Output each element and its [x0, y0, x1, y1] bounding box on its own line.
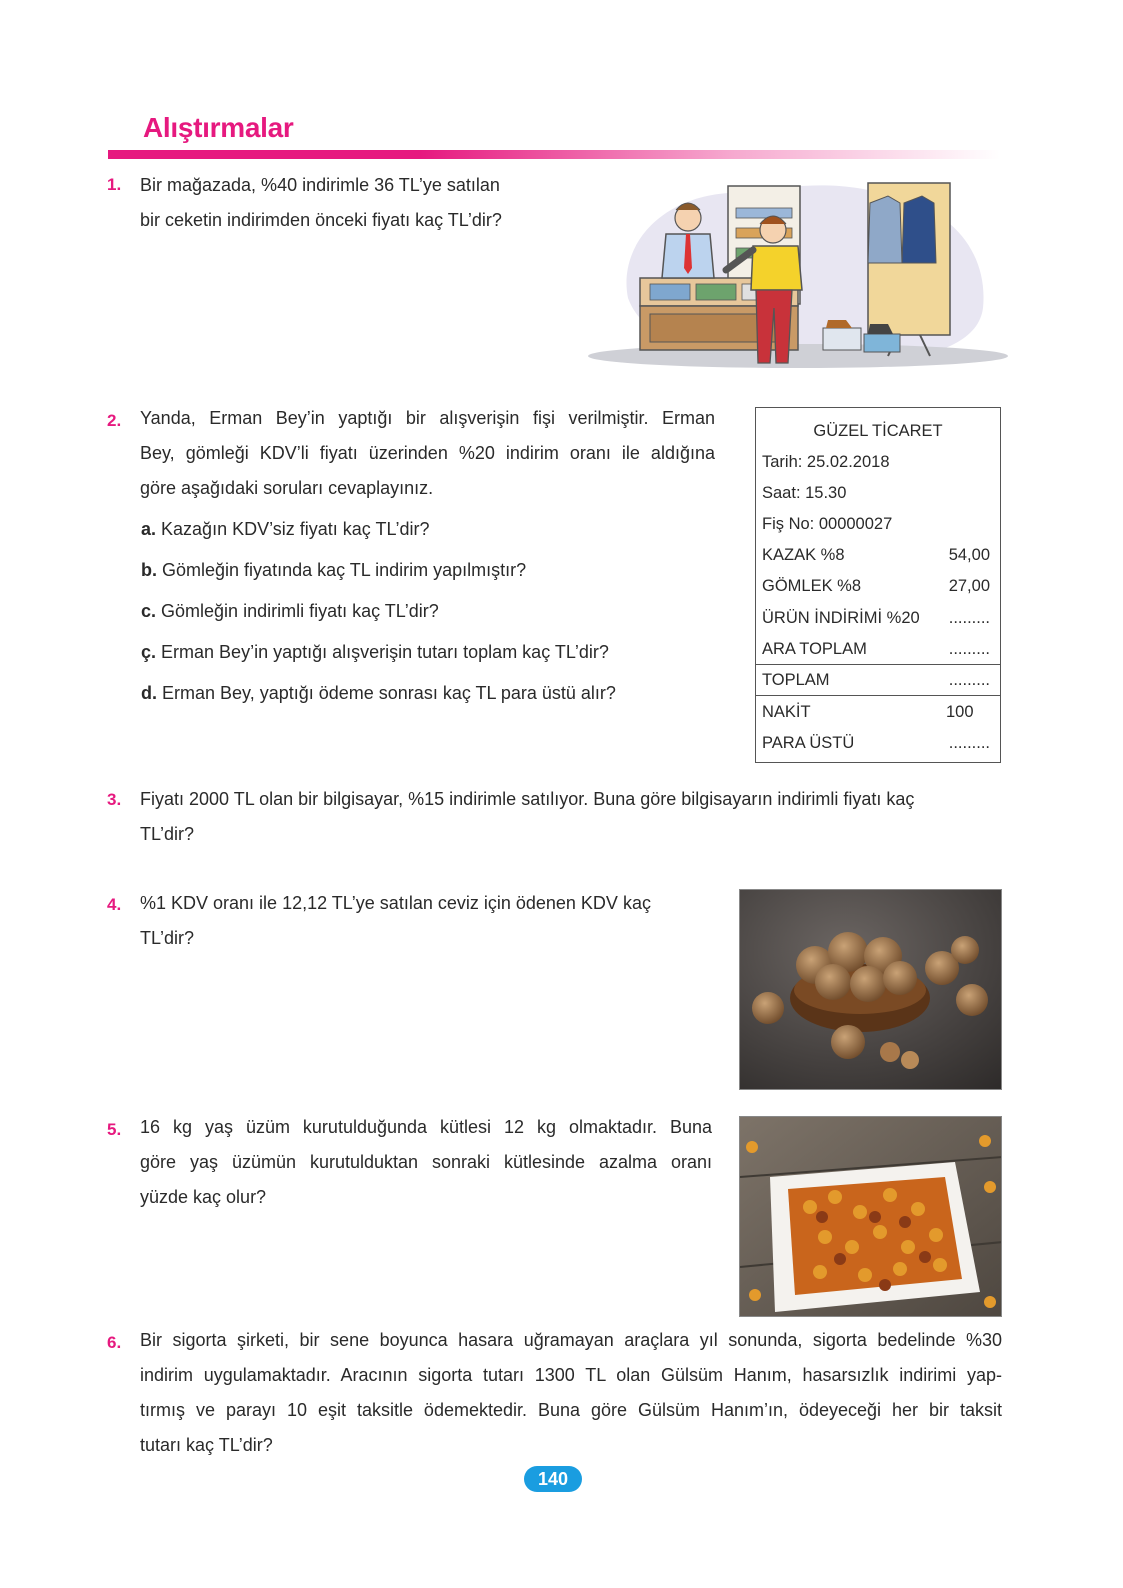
title-underline — [108, 150, 1000, 159]
clothing-store-illustration — [588, 178, 1008, 383]
walnuts-image — [740, 890, 1002, 1090]
receipt-line — [762, 671, 990, 695]
question-line: TL’dir? — [140, 824, 195, 844]
question-line: Yanda, Erman Bey’in yaptığı bir alışverişin fişi verilmiştir. Erman — [140, 408, 715, 428]
receipt-item-label: TOPLAM — [762, 671, 830, 689]
page-number: 140 — [524, 1466, 582, 1492]
receipt-date: Tarih: 25.02.2018 — [762, 453, 890, 471]
receipt-item-label: ÜRÜN İNDİRİMİ %20 — [762, 609, 920, 627]
receipt-line — [762, 609, 990, 633]
question-2-text — [140, 401, 715, 506]
receipt-number: Fiş No: 00000027 — [762, 515, 893, 533]
subquestion-text: Erman Bey’in yaptığı alışverişin tutarı toplam kaç TL’dir? — [161, 642, 609, 662]
subquestion-text: Gömleğin indirimli fiyatı kaç TL’dir? — [161, 601, 439, 621]
subquestion-label: a. — [141, 519, 157, 539]
receipt-divider — [756, 695, 1000, 696]
question-line: Fiyatı 2000 TL olan bir bilgisayar, %15 indirimle satılıyor. Buna göre bilgisayarın indirimli fiyatı kaç — [140, 789, 915, 809]
subquestion-label: c. — [141, 601, 157, 621]
receipt-divider — [756, 664, 1000, 665]
walnuts-photo — [739, 889, 1002, 1090]
subquestion-text: Gömleğin fiyatında kaç TL indirim yapılmıştır? — [162, 560, 527, 580]
question-line: Bey, gömleği KDV’li fiyatı üzerinden %20 indirim oranı ile aldığına — [140, 443, 715, 463]
receipt-line — [762, 703, 990, 727]
subquestion-cc — [141, 640, 609, 664]
question-4-text — [140, 886, 720, 956]
question-line: Bir sigorta şirketi, bir sene boyunca hasara uğramayan araçlara yıl sonunda, sigorta bedelinde %30 — [140, 1330, 1002, 1350]
question-6-text — [140, 1323, 1002, 1463]
question-1-text — [140, 168, 560, 238]
subquestion-c — [141, 599, 439, 623]
question-line: bir ceketin indirimden önceki fiyatı kaç TL’dir? — [140, 210, 502, 230]
question-line: yüzde kaç olur? — [140, 1187, 267, 1207]
question-3-text — [140, 782, 1010, 852]
question-line: %1 KDV oranı ile 12,12 TL’ye satılan ceviz için ödenen KDV kaç — [140, 893, 651, 913]
receipt-time: Saat: 15.30 — [762, 484, 847, 502]
subquestion-b — [141, 558, 526, 582]
receipt-line — [762, 640, 990, 664]
receipt-item-label: NAKİT — [762, 703, 811, 721]
raisins-photo — [739, 1116, 1002, 1317]
subquestion-label: b. — [141, 560, 157, 580]
question-line: TL’dir? — [140, 928, 195, 948]
receipt-item-label: ARA TOPLAM — [762, 640, 867, 658]
receipt-item-value: 100 — [946, 703, 974, 721]
subquestion-text: Erman Bey, yaptığı ödeme sonrası kaç TL para üstü alır? — [162, 683, 616, 703]
question-number: 4. — [107, 895, 122, 914]
subquestion-label: d. — [141, 683, 157, 703]
receipt-item-label: PARA ÜSTÜ — [762, 734, 855, 752]
question-number: 3. — [107, 790, 122, 809]
subquestion-a — [141, 517, 430, 541]
receipt-shop-name: GÜZEL TİCARET — [813, 422, 943, 440]
question-line: göre aşağıdaki soruları cevaplayınız. — [140, 478, 434, 498]
question-number: 2. — [107, 411, 122, 430]
question-line: göre yaş üzümün kurutulduktan sonraki kütlesinde azalma oranı — [140, 1152, 712, 1172]
subquestion-d — [141, 681, 616, 705]
page-title: Alıştırmalar — [143, 112, 294, 143]
receipt-line — [762, 577, 990, 601]
receipt-item-label: KAZAK %8 — [762, 546, 845, 564]
receipt-item-value: ......... — [948, 734, 990, 752]
receipt-item-value: ......... — [948, 671, 990, 689]
question-number: 6. — [107, 1333, 122, 1352]
question-line: tutarı kaç TL’dir? — [140, 1435, 273, 1455]
receipt-item-value: 27,00 — [948, 577, 990, 595]
receipt-item-label: GÖMLEK %8 — [762, 577, 862, 595]
question-line: tırmış ve parayı 10 eşit taksitle ödemektedir. Buna göre Gülsüm Hanım’ın, ödeyeceği her bir taksit — [140, 1400, 1002, 1420]
question-5-text — [140, 1110, 712, 1215]
question-line: 16 kg yaş üzüm kurutulduğunda kütlesi 12 kg olmaktadır. Buna — [140, 1117, 712, 1137]
question-number: 1. — [107, 175, 122, 194]
receipt-item-value: ......... — [948, 609, 990, 627]
receipt — [755, 407, 1001, 763]
receipt-item-value: ......... — [948, 640, 990, 658]
receipt-line — [762, 546, 990, 570]
subquestion-text: Kazağın KDV’siz fiyatı kaç TL’dir? — [161, 519, 430, 539]
raisins-image — [740, 1117, 1002, 1317]
receipt-item-value: 54,00 — [948, 546, 990, 564]
question-number: 5. — [107, 1120, 122, 1139]
question-line: indirim uygulamaktadır. Aracının sigorta tutarı 1300 TL olan Gülsüm Hanım, hasarsızlık indirimi yap- — [140, 1365, 1002, 1385]
subquestion-label: ç. — [141, 642, 157, 662]
receipt-line — [762, 734, 990, 758]
question-line: Bir mağazada, %40 indirimle 36 TL’ye satılan — [140, 175, 500, 195]
